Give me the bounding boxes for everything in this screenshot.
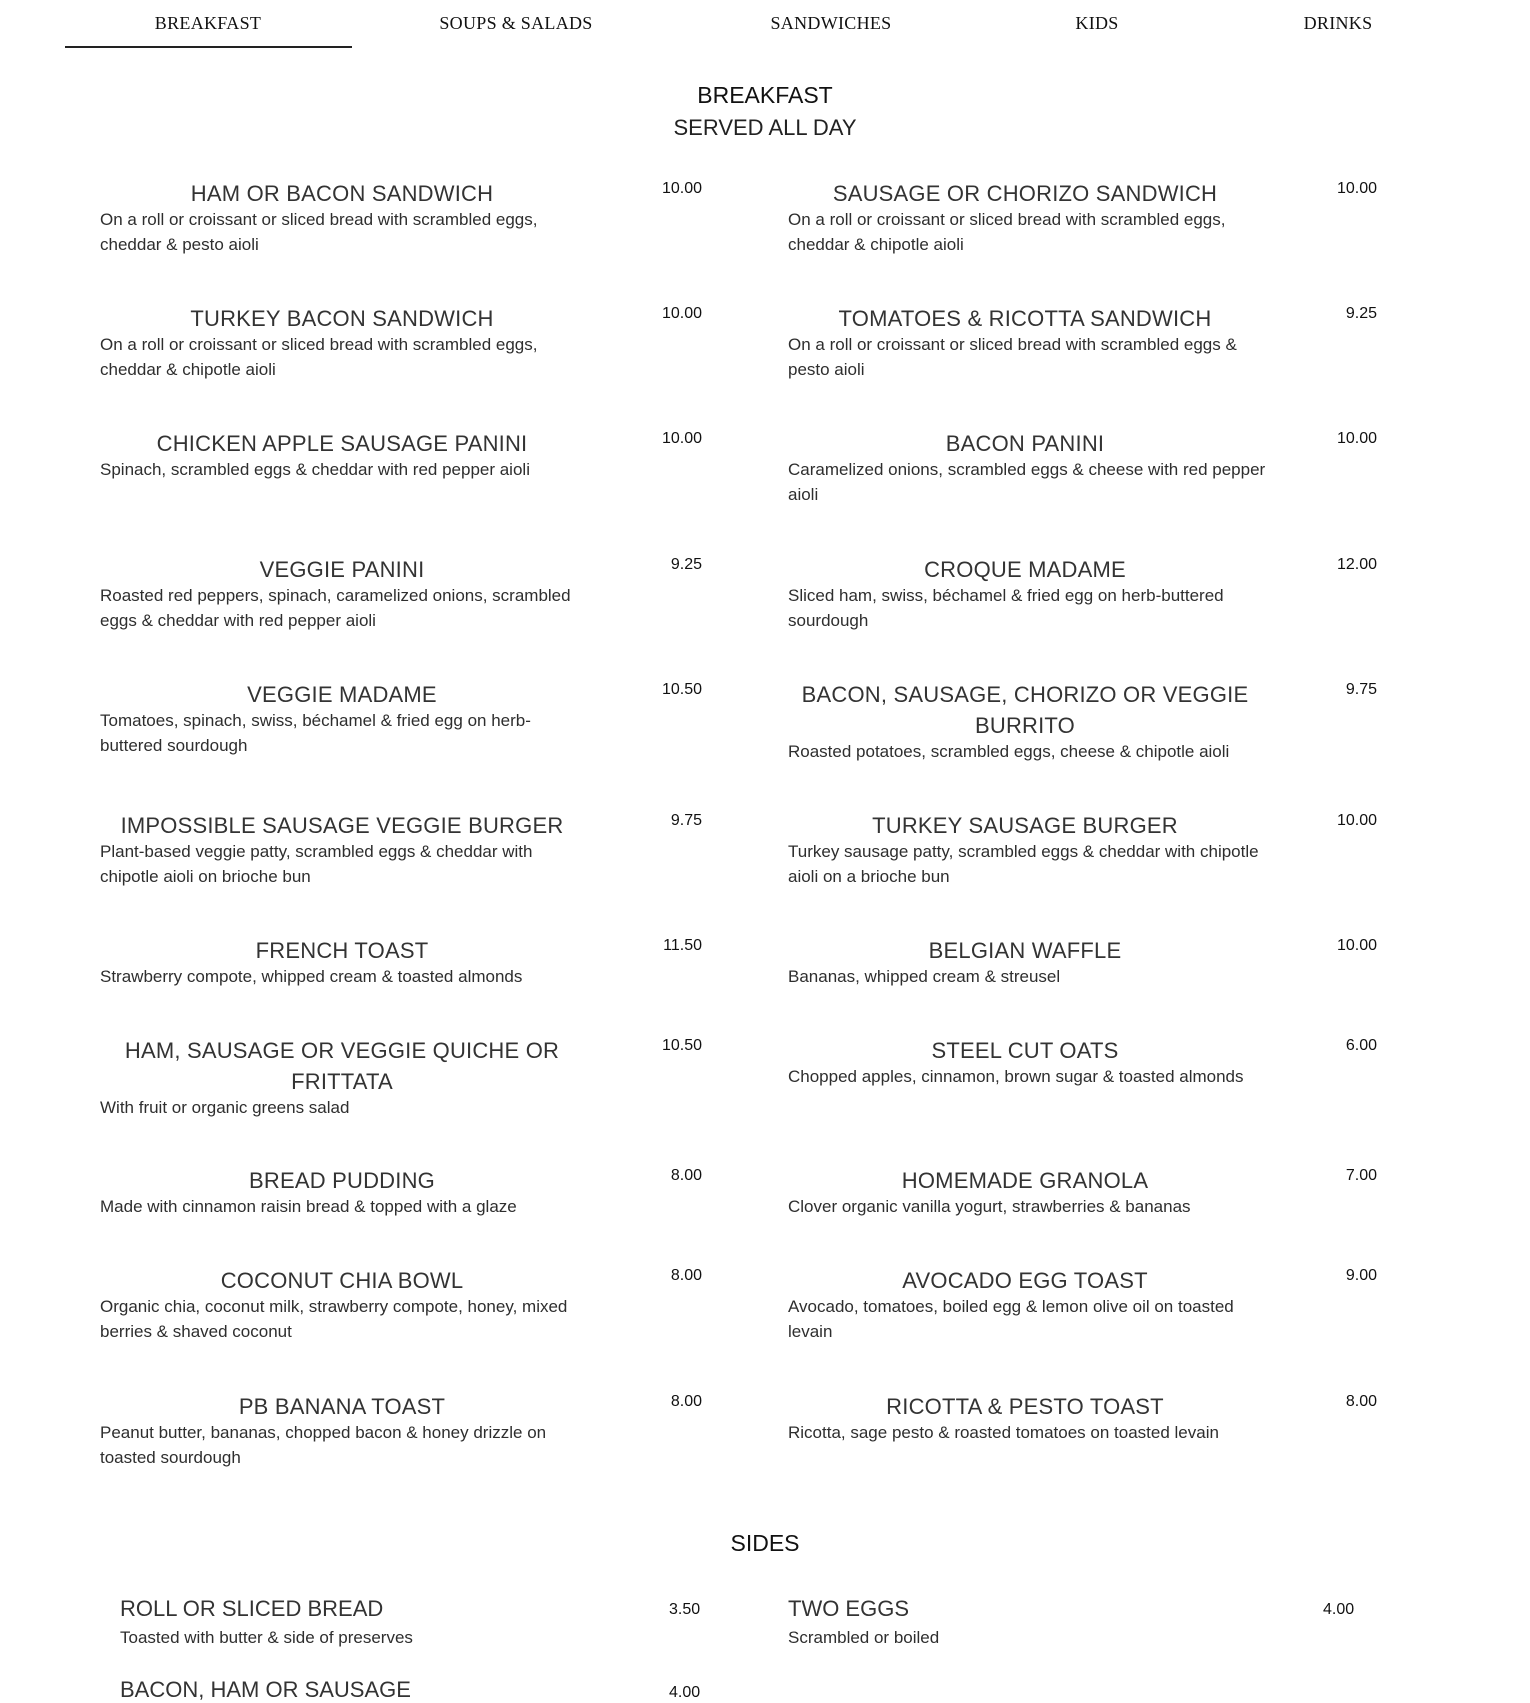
menu-item-name: BACON PANINI (945, 431, 1105, 456)
side-item-name: ROLL OR SLICED BREAD (120, 1596, 384, 1621)
menu-item-description: On a roll or croissant or sliced bread with scrambled eggs, cheddar & chipotle aioli (788, 210, 1226, 254)
menu-item-price: 10.00 (1336, 812, 1377, 829)
menu-item-price: 8.00 (1345, 1393, 1377, 1410)
menu-item-description: On a roll or croissant or sliced bread with scrambled eggs, cheddar & pesto aioli (100, 210, 538, 254)
menu-item-name: HAM OR BACON SANDWICH (190, 181, 494, 206)
menu-item-price: 9.25 (1345, 305, 1377, 322)
menu-item-description: Organic chia, coconut milk, strawberry compote, honey, mixed berries & shaved coconut (100, 1297, 568, 1341)
side-item-price: 3.50 (669, 1601, 701, 1618)
tab-soups-salads[interactable]: SOUPS & SALADS (439, 13, 593, 33)
menu-item-price: 7.00 (1345, 1167, 1377, 1184)
menu-item-description: Spinach, scrambled eggs & cheddar with red pepper aioli (100, 460, 530, 479)
menu-item-price: 8.00 (670, 1267, 702, 1284)
menu-item-price: 9.25 (670, 556, 702, 573)
menu-item-price: 12.00 (1336, 556, 1377, 573)
menu-item-description: Ricotta, sage pesto & roasted tomatoes on toasted levain (788, 1423, 1219, 1442)
tab-breakfast[interactable]: BREAKFAST (154, 13, 262, 33)
menu-item-name: PB BANANA TOAST (238, 1394, 446, 1419)
menu-item-name: CROQUE MADAME (924, 557, 1126, 582)
menu-item-name: TURKEY BACON SANDWICH (190, 306, 494, 331)
menu-item-price: 10.00 (661, 180, 702, 197)
menu-item-name: RICOTTA & PESTO TOAST (886, 1394, 1164, 1419)
menu-item-price: 9.00 (1345, 1267, 1377, 1284)
menu-item-description: Bananas, whipped cream & streusel (788, 967, 1061, 986)
menu-item-description: With fruit or organic greens salad (100, 1098, 350, 1117)
menu-item-name: IMPOSSIBLE SAUSAGE VEGGIE BURGER (120, 813, 564, 838)
menu-item-description: Roasted red peppers, spinach, caramelized onions, scrambled eggs & cheddar with red pepper aioli (100, 586, 571, 630)
menu-item-price: 9.75 (670, 812, 702, 829)
side-item-description: Toasted with butter & side of preserves (120, 1628, 413, 1647)
menu-item-description: Sliced ham, swiss, béchamel & fried egg on herb-buttered sourdough (788, 586, 1224, 630)
side-item-description: Scrambled or boiled (788, 1628, 940, 1647)
menu-item-description: Turkey sausage patty, scrambled eggs & cheddar with chipotle aioli on a brioche bun (788, 842, 1259, 886)
menu-item-description: Made with cinnamon raisin bread & topped with a glaze (100, 1197, 517, 1216)
side-item-price: 4.00 (669, 1684, 701, 1701)
active-tab-underline (65, 46, 352, 48)
menu-item-description: Avocado, tomatoes, boiled egg & lemon olive oil on toasted levain (788, 1297, 1234, 1341)
menu-item-price: 11.50 (663, 937, 702, 954)
menu-item-name: FRENCH TOAST (255, 938, 429, 963)
tab-kids[interactable]: KIDS (1075, 13, 1119, 33)
menu-item-price: 10.50 (661, 681, 702, 698)
menu-item-name: VEGGIE MADAME (247, 682, 437, 707)
menu-item-name: VEGGIE PANINI (259, 557, 425, 582)
menu-item-price: 6.00 (1345, 1037, 1377, 1054)
menu-item-description: Roasted potatoes, scrambled eggs, cheese & chipotle aioli (788, 742, 1230, 761)
menu-item-name: SAUSAGE OR CHORIZO SANDWICH (832, 181, 1218, 206)
menu-item-description: On a roll or croissant or sliced bread with scrambled eggs & pesto aioli (788, 335, 1237, 379)
menu-item-price: 10.00 (1336, 430, 1377, 447)
menu-item-price: 9.75 (1345, 681, 1377, 698)
menu-item-name: TOMATOES & RICOTTA SANDWICH (838, 306, 1212, 331)
tab-sandwiches[interactable]: SANDWICHES (770, 13, 892, 33)
menu-item-description: Strawberry compote, whipped cream & toasted almonds (100, 967, 523, 986)
menu-item-price: 10.00 (1336, 937, 1377, 954)
menu-item-name: HOMEMADE GRANOLA (901, 1168, 1149, 1193)
side-item-name: TWO EGGS (788, 1596, 909, 1621)
menu-item-description: Plant-based veggie patty, scrambled eggs & cheddar with chipotle aioli on brioche bun (100, 842, 533, 886)
section-subtitle: SERVED ALL DAY (673, 115, 857, 140)
menu-item-name: BELGIAN WAFFLE (928, 938, 1122, 963)
menu-item-name: CHICKEN APPLE SAUSAGE PANINI (156, 431, 528, 456)
side-item-name: BACON, HAM OR SAUSAGE (120, 1677, 411, 1702)
menu-item-name: BACON, SAUSAGE, CHORIZO OR VEGGIE BURRITO (801, 682, 1249, 738)
menu-category-tabs (0, 0, 1530, 48)
menu-item-price: 8.00 (670, 1393, 702, 1410)
menu-item-name: BREAD PUDDING (249, 1168, 435, 1193)
side-item-price: 4.00 (1323, 1601, 1355, 1618)
menu-item-price: 10.50 (661, 1037, 702, 1054)
menu-item-price: 8.00 (670, 1167, 702, 1184)
menu-item-name: COCONUT CHIA BOWL (220, 1268, 464, 1293)
menu-item-price: 10.00 (661, 305, 702, 322)
menu-item-description: Clover organic vanilla yogurt, strawberries & bananas (788, 1197, 1191, 1216)
menu-item-description: Tomatoes, spinach, swiss, béchamel & fried egg on herb-buttered sourdough (100, 711, 531, 755)
menu-item-name: HAM, SAUSAGE OR VEGGIE QUICHE OR FRITTATA (124, 1038, 560, 1094)
section-title-breakfast: BREAKFAST (697, 82, 833, 108)
menu-item-description: On a roll or croissant or sliced bread with scrambled eggs, cheddar & chipotle aioli (100, 335, 538, 379)
tab-drinks[interactable]: DRINKS (1303, 13, 1373, 33)
menu-item-description: Chopped apples, cinnamon, brown sugar & toasted almonds (788, 1067, 1244, 1086)
menu-item-price: 10.00 (661, 430, 702, 447)
menu-item-name: STEEL CUT OATS (931, 1038, 1119, 1063)
menu-item-price: 10.00 (1336, 180, 1377, 197)
menu-item-description: Caramelized onions, scrambled eggs & cheese with red pepper aioli (788, 460, 1266, 504)
section-title-sides: SIDES (730, 1530, 800, 1556)
menu-item-name: AVOCADO EGG TOAST (902, 1268, 1148, 1293)
menu-item-name: TURKEY SAUSAGE BURGER (872, 813, 1178, 838)
menu-item-description: Peanut butter, bananas, chopped bacon & honey drizzle on toasted sourdough (100, 1423, 547, 1467)
